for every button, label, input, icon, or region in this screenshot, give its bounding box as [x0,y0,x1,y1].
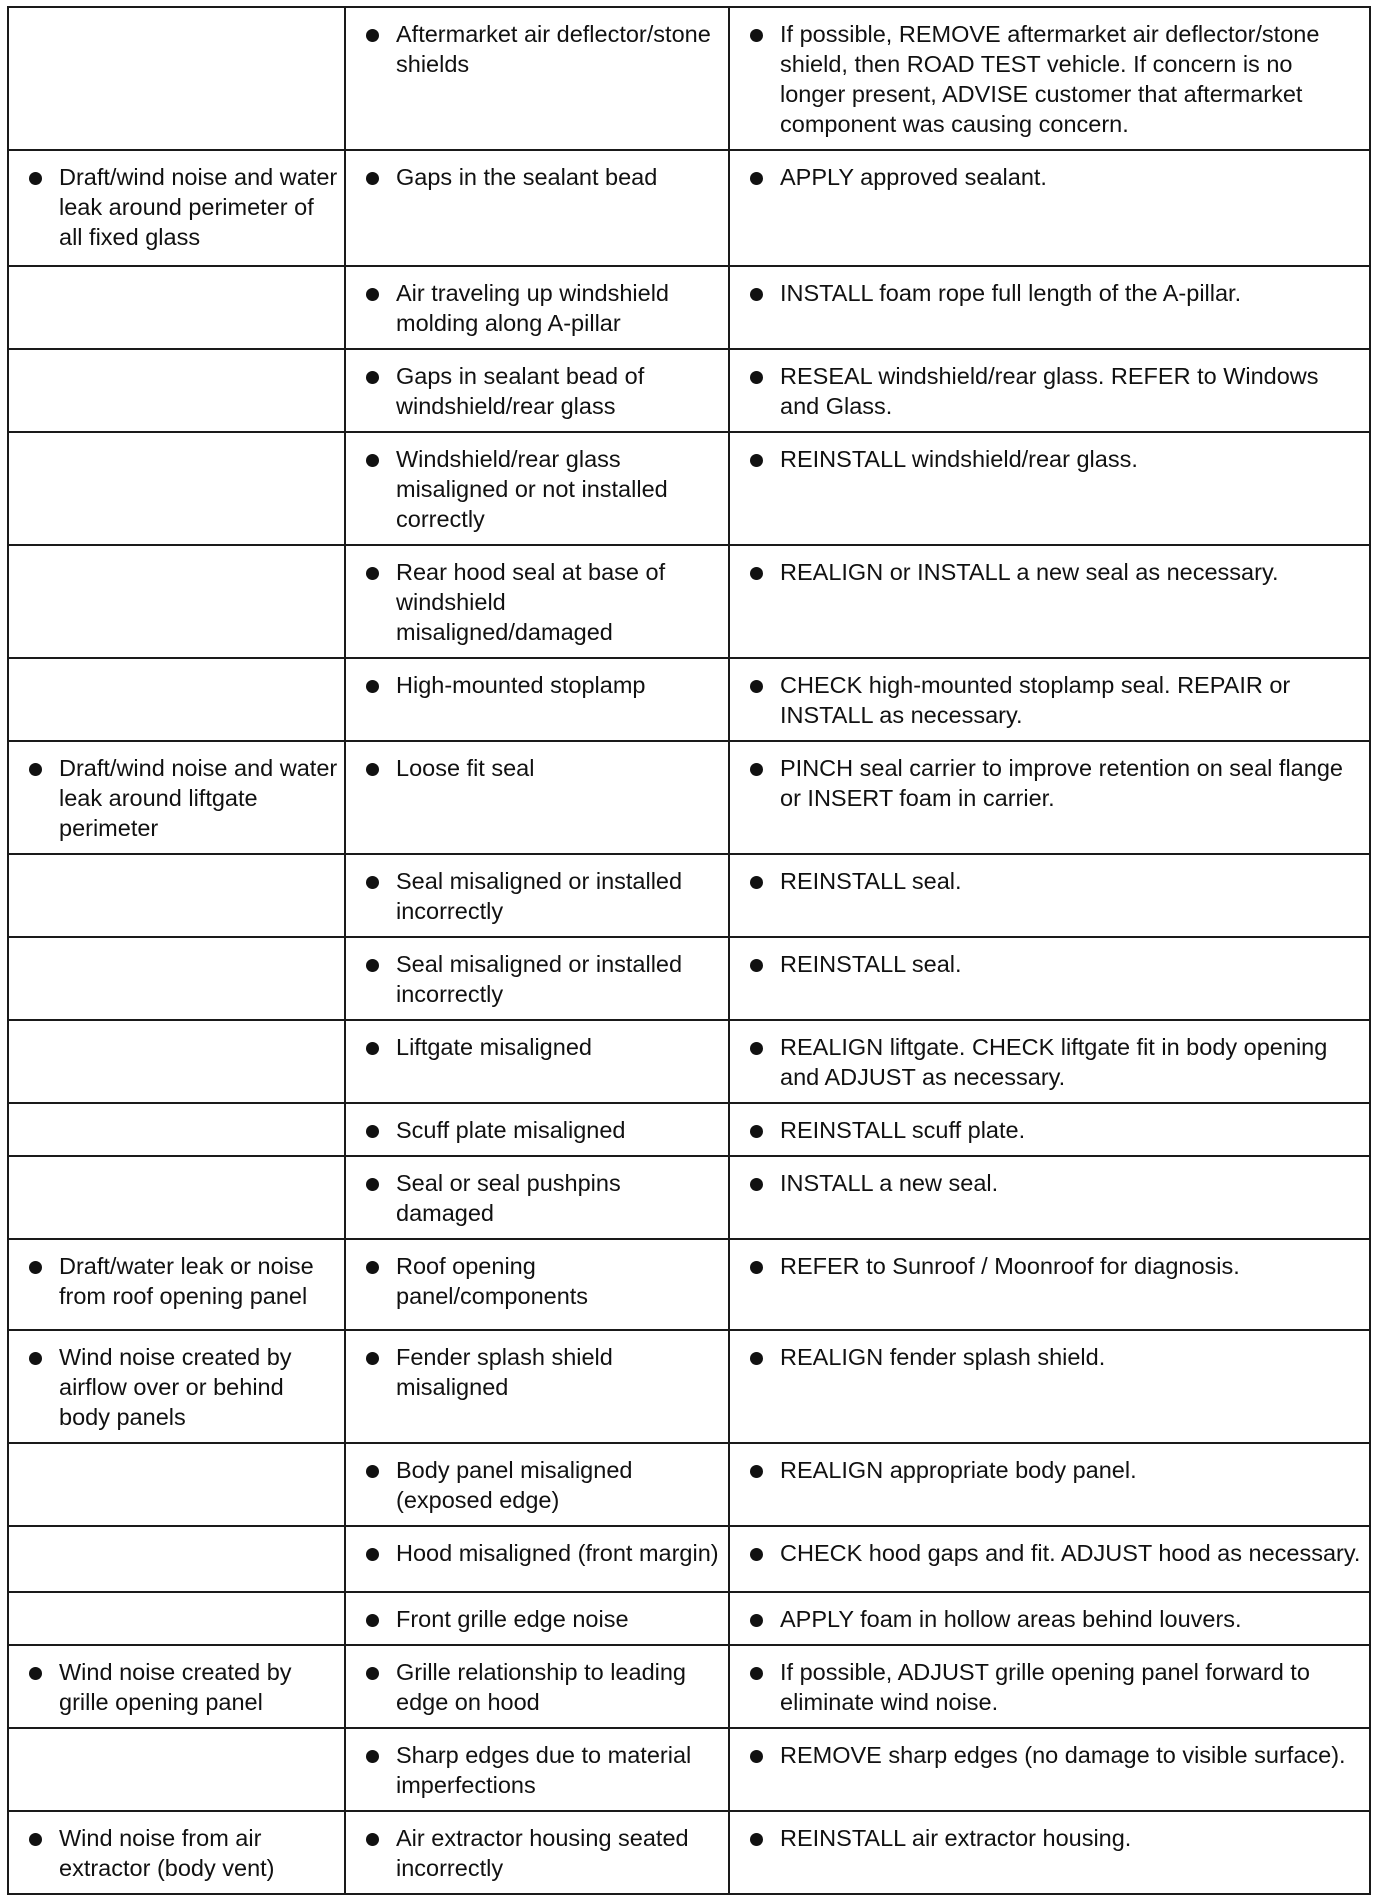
table-row [8,150,1370,266]
table-row [8,854,1370,937]
possible-source-text: Front grille edge noise [396,1606,629,1632]
action-text: If possible, ADJUST grille opening panel forward to eliminate wind noise. [780,1659,1310,1715]
table-row [8,1443,1370,1526]
action-text: REALIGN or INSTALL a new seal as necessary. [780,559,1279,585]
action-text: CHECK high-mounted stoplamp seal. REPAIR or INSTALL as necessary. [780,672,1291,728]
source-bullet-icon [366,1465,379,1478]
action-cell [729,1592,1370,1645]
possible-source-text: Seal or seal pushpins damaged [396,1170,621,1226]
action-text: INSTALL a new seal. [780,1170,999,1196]
possible-source-cell [345,545,729,658]
source-bullet-icon [366,172,379,185]
possible-source-cell [345,1020,729,1103]
condition-bullet-icon [29,172,42,185]
action-bullet-icon [750,1352,763,1365]
condition-cell [8,1103,345,1156]
possible-source-cell [345,1592,729,1645]
action-bullet-icon [750,1750,763,1763]
action-cell [729,658,1370,741]
condition-cell [8,1239,345,1330]
condition-cell [8,349,345,432]
table-row [8,1645,1370,1728]
condition-bullet-icon [29,1261,42,1274]
action-text: REINSTALL seal. [780,951,962,977]
possible-source-text: Fender splash shield misaligned [396,1344,613,1400]
source-bullet-icon [366,1750,379,1763]
action-bullet-icon [750,1465,763,1478]
action-cell [729,1526,1370,1592]
action-cell [729,1811,1370,1894]
table-row [8,1156,1370,1239]
action-cell [729,854,1370,937]
condition-cell [8,1526,345,1592]
possible-source-cell [345,937,729,1020]
table-row [8,1728,1370,1811]
action-bullet-icon [750,1614,763,1627]
possible-source-text: Windshield/rear glass misaligned or not installed correctly [396,446,668,532]
action-text: If possible, REMOVE aftermarket air deflector/stone shield, then ROAD TEST vehicle. If concern is no longer present, ADVISE customer that aftermarket component was causing concern. [780,21,1320,137]
source-bullet-icon [366,1614,379,1627]
table-row [8,1103,1370,1156]
table-row [8,1330,1370,1443]
condition-text: Wind noise from air extractor (body vent) [59,1825,275,1881]
possible-source-text: Air traveling up windshield molding along A-pillar [396,280,670,336]
source-bullet-icon [366,1125,379,1138]
condition-cell [8,1728,345,1811]
table-row [8,266,1370,349]
condition-cell [8,1020,345,1103]
possible-source-cell [345,741,729,854]
possible-source-text: Rear hood seal at base of windshield misaligned/damaged [396,559,666,645]
possible-source-cell [345,1156,729,1239]
condition-cell [8,545,345,658]
possible-source-cell [345,854,729,937]
condition-bullet-icon [29,763,42,776]
action-cell [729,349,1370,432]
action-bullet-icon [750,1261,763,1274]
action-cell [729,937,1370,1020]
source-bullet-icon [366,1352,379,1365]
condition-cell [8,854,345,937]
possible-source-text: High-mounted stoplamp [396,672,646,698]
table-row [8,1811,1370,1894]
action-text: PINCH seal carrier to improve retention on seal flange or INSERT foam in carrier. [780,755,1343,811]
action-text: REINSTALL air extractor housing. [780,1825,1132,1851]
condition-cell [8,1330,345,1443]
action-text: REFER to Sunroof / Moonroof for diagnosis. [780,1253,1240,1279]
possible-source-text: Gaps in the sealant bead [396,164,658,190]
action-cell [729,7,1370,150]
source-bullet-icon [366,1548,379,1561]
possible-source-cell [345,1103,729,1156]
action-bullet-icon [750,454,763,467]
action-cell [729,1443,1370,1526]
condition-text: Wind noise created by airflow over or behind body panels [59,1344,292,1430]
possible-source-text: Seal misaligned or installed incorrectly [396,951,683,1007]
condition-cell [8,658,345,741]
source-bullet-icon [366,1261,379,1274]
source-bullet-icon [366,959,379,972]
action-cell [729,1728,1370,1811]
source-bullet-icon [366,1178,379,1191]
action-text: CHECK hood gaps and fit. ADJUST hood as necessary. [780,1540,1361,1566]
action-bullet-icon [750,288,763,301]
possible-source-text: Seal misaligned or installed incorrectly [396,868,683,924]
possible-source-text: Roof opening panel/components [396,1253,589,1309]
condition-cell [8,266,345,349]
table-row [8,1526,1370,1592]
action-bullet-icon [750,172,763,185]
action-cell [729,1020,1370,1103]
action-cell [729,432,1370,545]
action-bullet-icon [750,1178,763,1191]
action-text: RESEAL windshield/rear glass. REFER to Windows and Glass. [780,363,1319,419]
action-text: INSTALL foam rope full length of the A-pillar. [780,280,1242,306]
table-row [8,1239,1370,1330]
possible-source-text: Gaps in sealant bead of windshield/rear glass [396,363,645,419]
table-row [8,545,1370,658]
action-bullet-icon [750,876,763,889]
action-bullet-icon [750,680,763,693]
source-bullet-icon [366,567,379,580]
possible-source-cell [345,1330,729,1443]
source-bullet-icon [366,371,379,384]
condition-cell [8,1156,345,1239]
diagnosis-table-body [8,7,1370,1894]
possible-source-cell [345,266,729,349]
source-bullet-icon [366,1833,379,1846]
source-bullet-icon [366,763,379,776]
condition-cell [8,150,345,266]
condition-bullet-icon [29,1833,42,1846]
action-cell [729,1156,1370,1239]
condition-text: Draft/water leak or noise from roof opening panel [59,1253,314,1309]
action-bullet-icon [750,1667,763,1680]
table-row [8,349,1370,432]
condition-cell [8,1645,345,1728]
action-cell [729,1330,1370,1443]
source-bullet-icon [366,1667,379,1680]
possible-source-text: Liftgate misaligned [396,1034,592,1060]
action-cell [729,1239,1370,1330]
possible-source-cell [345,1443,729,1526]
action-text: REINSTALL windshield/rear glass. [780,446,1138,472]
condition-cell [8,7,345,150]
table-row [8,741,1370,854]
possible-source-text: Hood misaligned (front margin) [396,1540,719,1566]
possible-source-text: Scuff plate misaligned [396,1117,626,1143]
possible-source-text: Sharp edges due to material imperfections [396,1742,692,1798]
condition-bullet-icon [29,1352,42,1365]
condition-text: Draft/wind noise and water leak around liftgate perimeter [59,755,338,841]
table-row [8,658,1370,741]
possible-source-cell [345,1728,729,1811]
condition-cell [8,937,345,1020]
action-bullet-icon [750,1548,763,1561]
possible-source-cell [345,1526,729,1592]
condition-cell [8,741,345,854]
table-row [8,1020,1370,1103]
action-text: REALIGN fender splash shield. [780,1344,1106,1370]
table-row [8,7,1370,150]
condition-text: Draft/wind noise and water leak around perimeter of all fixed glass [59,164,338,250]
action-text: REINSTALL scuff plate. [780,1117,1026,1143]
condition-cell [8,1811,345,1894]
action-bullet-icon [750,29,763,42]
action-cell [729,266,1370,349]
source-bullet-icon [366,288,379,301]
condition-bullet-icon [29,1667,42,1680]
action-bullet-icon [750,1125,763,1138]
action-bullet-icon [750,1042,763,1055]
source-bullet-icon [366,454,379,467]
condition-cell [8,1592,345,1645]
source-bullet-icon [366,29,379,42]
diagnosis-table [7,6,1371,1895]
action-cell [729,1103,1370,1156]
action-bullet-icon [750,763,763,776]
action-bullet-icon [750,959,763,972]
source-bullet-icon [366,876,379,889]
possible-source-cell [345,150,729,266]
action-cell [729,741,1370,854]
possible-source-cell [345,1239,729,1330]
possible-source-text: Air extractor housing seated incorrectly [396,1825,689,1881]
possible-source-cell [345,658,729,741]
action-cell [729,150,1370,266]
table-row [8,432,1370,545]
action-text: REALIGN appropriate body panel. [780,1457,1137,1483]
possible-source-text: Grille relationship to leading edge on hood [396,1659,686,1715]
condition-cell [8,432,345,545]
possible-source-cell [345,349,729,432]
possible-source-cell [345,1811,729,1894]
possible-source-cell [345,1645,729,1728]
condition-text: Wind noise created by grille opening panel [59,1659,292,1715]
action-bullet-icon [750,1833,763,1846]
source-bullet-icon [366,680,379,693]
action-text: REINSTALL seal. [780,868,962,894]
action-text: APPLY foam in hollow areas behind louvers. [780,1606,1242,1632]
possible-source-cell [345,7,729,150]
source-bullet-icon [366,1042,379,1055]
possible-source-text: Loose fit seal [396,755,535,781]
table-row [8,937,1370,1020]
action-bullet-icon [750,371,763,384]
action-text: REALIGN liftgate. CHECK liftgate fit in body opening and ADJUST as necessary. [780,1034,1328,1090]
action-bullet-icon [750,567,763,580]
possible-source-cell [345,432,729,545]
condition-cell [8,1443,345,1526]
action-cell [729,1645,1370,1728]
table-row [8,1592,1370,1645]
action-cell [729,545,1370,658]
possible-source-text: Aftermarket air deflector/stone shields [396,21,711,77]
possible-source-text: Body panel misaligned (exposed edge) [396,1457,633,1513]
action-text: APPLY approved sealant. [780,164,1047,190]
action-text: REMOVE sharp edges (no damage to visible surface). [780,1742,1346,1768]
